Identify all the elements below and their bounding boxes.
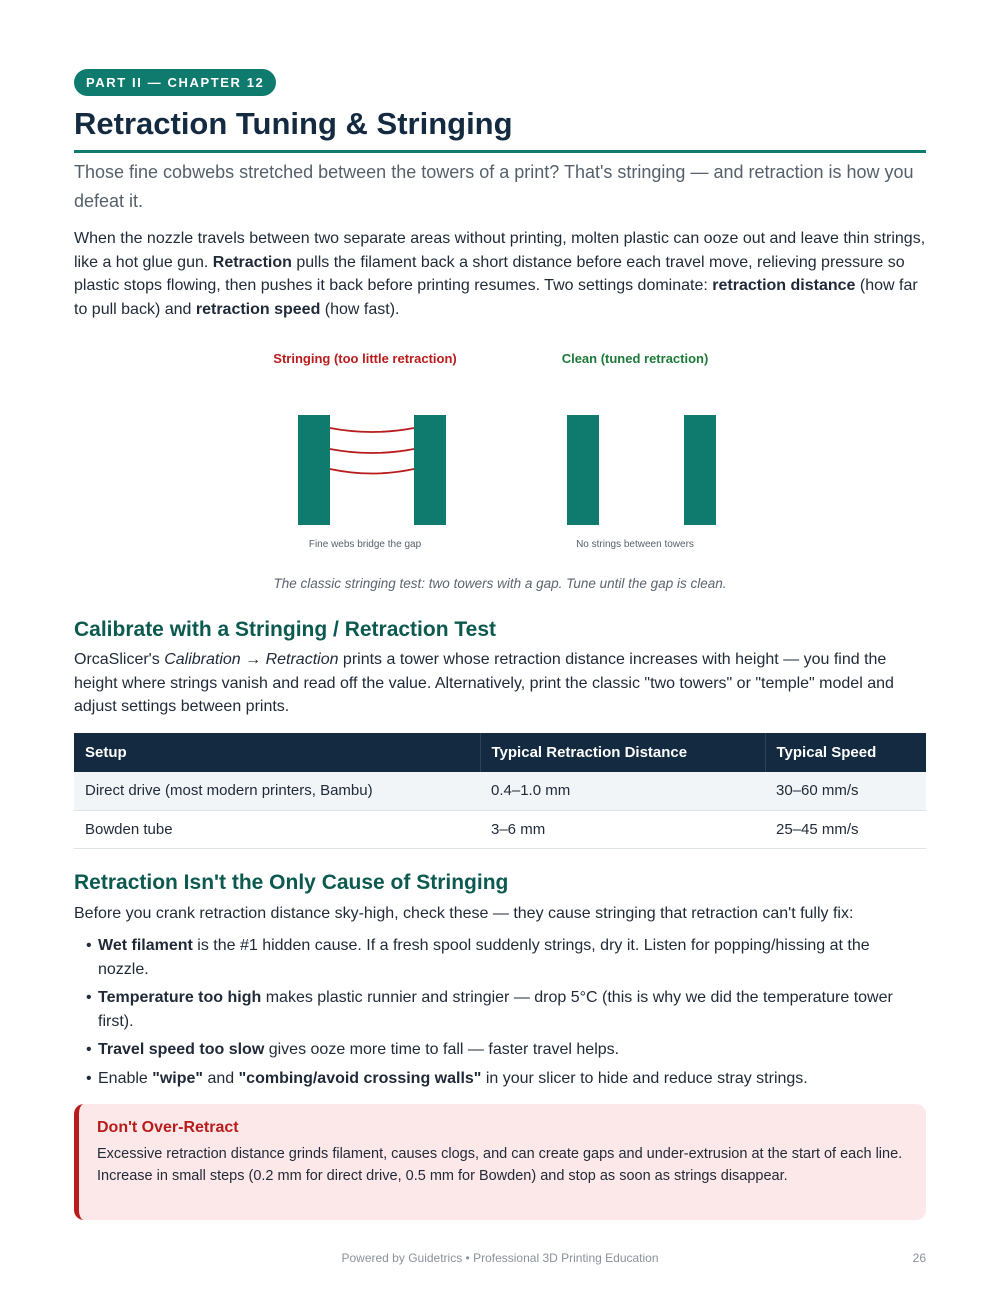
intro-text-2: pulls the filament back a short distance before each travel move, relieving pressure so plastic stops flowing, then pushes it back before printing resumes. Two settings dominate: [74,253,905,294]
intro-bold-retraction: Retraction [212,253,292,271]
list-item-bold: "wipe" [152,1069,203,1087]
table-cell-speed: 25–45 mm/s [765,810,926,848]
list-item-bold: Travel speed too slow [98,1041,265,1058]
bullet-marker: • [86,989,92,1006]
intro-text-4: (how fast). [320,300,400,318]
calibrate-paragraph [74,648,926,719]
causes-intro: Before you crank retraction distance sky-high, check these — they cause stringing that retraction can't fully fix: [74,905,854,922]
list-item-text: makes plastic runnier and stringier — drop 5°C (this is why we did the temperature tower first). [98,989,893,1030]
column-header-distance: Typical Retraction Distance [480,733,765,772]
table-cell-setup: Direct drive (most modern printers, Bambu) [74,772,480,810]
bullet-marker: • [86,1069,92,1087]
clean-caption: No strings between towers [576,539,694,550]
string-line-3 [330,469,414,474]
warning-callout [74,1104,926,1220]
table-header-row [74,733,926,772]
list-item-text: in your slicer to hide and reduce stray strings. [481,1069,808,1087]
calibrate-text-1: OrcaSlicer's [74,651,165,668]
calibrate-menu-path: Calibration → Retraction [164,651,339,668]
calibrate-heading: Calibrate with a Stringing / Retraction Test [74,618,496,641]
figure-caption: The classic stringing test: two towers with a gap. Tune until the gap is clean. [273,576,727,591]
table-row [74,810,926,848]
list-item-joiner: and [203,1069,239,1087]
column-header-speed: Typical Speed [765,733,926,772]
right-tower-b [684,415,716,525]
list-item [86,1038,916,1062]
intro-paragraph [74,227,926,321]
bullet-marker: • [86,937,92,954]
list-item-bold-2: "combing/avoid crossing walls" [238,1069,482,1087]
table-cell-distance: 3–6 mm [480,810,765,848]
list-item-bold: Temperature too high [98,989,262,1006]
left-tower-a [298,415,330,525]
chapter-badge: PART II — CHAPTER 12 [74,69,276,96]
page-subtitle: Those fine cobwebs stretched between the towers of a print? That's stringing — and retraction is how you defeat it. [74,162,914,211]
list-item [86,1067,916,1091]
title-divider [74,150,926,153]
retraction-settings-table [74,733,926,849]
stringing-caption: Fine webs bridge the gap [308,539,422,550]
list-item-prefix: Enable [98,1069,153,1087]
column-header-setup: Setup [74,733,480,772]
table-cell-speed: 30–60 mm/s [765,772,926,810]
page-title: Retraction Tuning & Stringing [74,106,513,141]
stringing-diagram [74,340,926,570]
causes-list [86,934,916,1095]
list-item-bold: Wet filament [98,937,193,954]
bullet-marker: • [86,1041,92,1058]
list-item-text: is the #1 hidden cause. If a fresh spool suddenly strings, dry it. Listen for popping/hissing at the nozzle. [98,937,870,978]
intro-bold-distance: retraction distance [712,277,856,294]
intro-text-3: (how far to pull back) and [74,277,918,318]
table-cell-setup: Bowden tube [74,810,480,848]
causes-heading: Retraction Isn't the Only Cause of Stringing [74,871,509,894]
clean-label: Clean (tuned retraction) [561,351,709,366]
stringing-label: Stringing (too little retraction) [273,351,457,366]
calibrate-text-2: prints a tower whose retraction distance increases with height — you find the height where strings vanish and read off the value. Alternatively, print the classic "two towers" or "temple" model and adjust settings between prints. [74,651,894,715]
stringing-figure [74,340,926,600]
intro-bold-speed: retraction speed [195,300,321,318]
table-row [74,772,926,810]
list-item [86,986,916,1033]
page-footer: Powered by Guidetrics • Professional 3D Printing Education [341,1251,659,1265]
list-item [86,934,916,981]
table-cell-distance: 0.4–1.0 mm [480,772,765,810]
list-item-text: gives ooze more time to fall — faster travel helps. [264,1041,620,1058]
callout-body: Excessive retraction distance grinds filament, causes clogs, and can create gaps and under-extrusion at the start of each line. Increase in small steps (0.2 mm for direct drive, 0.5 mm for Bowden) and stop as soon as strings disappear. [97,1146,903,1184]
string-line-2 [330,449,414,453]
callout-title: Don't Over-Retract [97,1119,239,1136]
right-tower-a [567,415,599,525]
left-tower-b [414,415,446,525]
string-line-1 [330,428,414,432]
intro-text-1: When the nozzle travels between two separate areas without printing, molten plastic can ooze out and leave thin strings, like a hot glue gun. [74,230,926,271]
page-number: 26 [912,1251,926,1265]
